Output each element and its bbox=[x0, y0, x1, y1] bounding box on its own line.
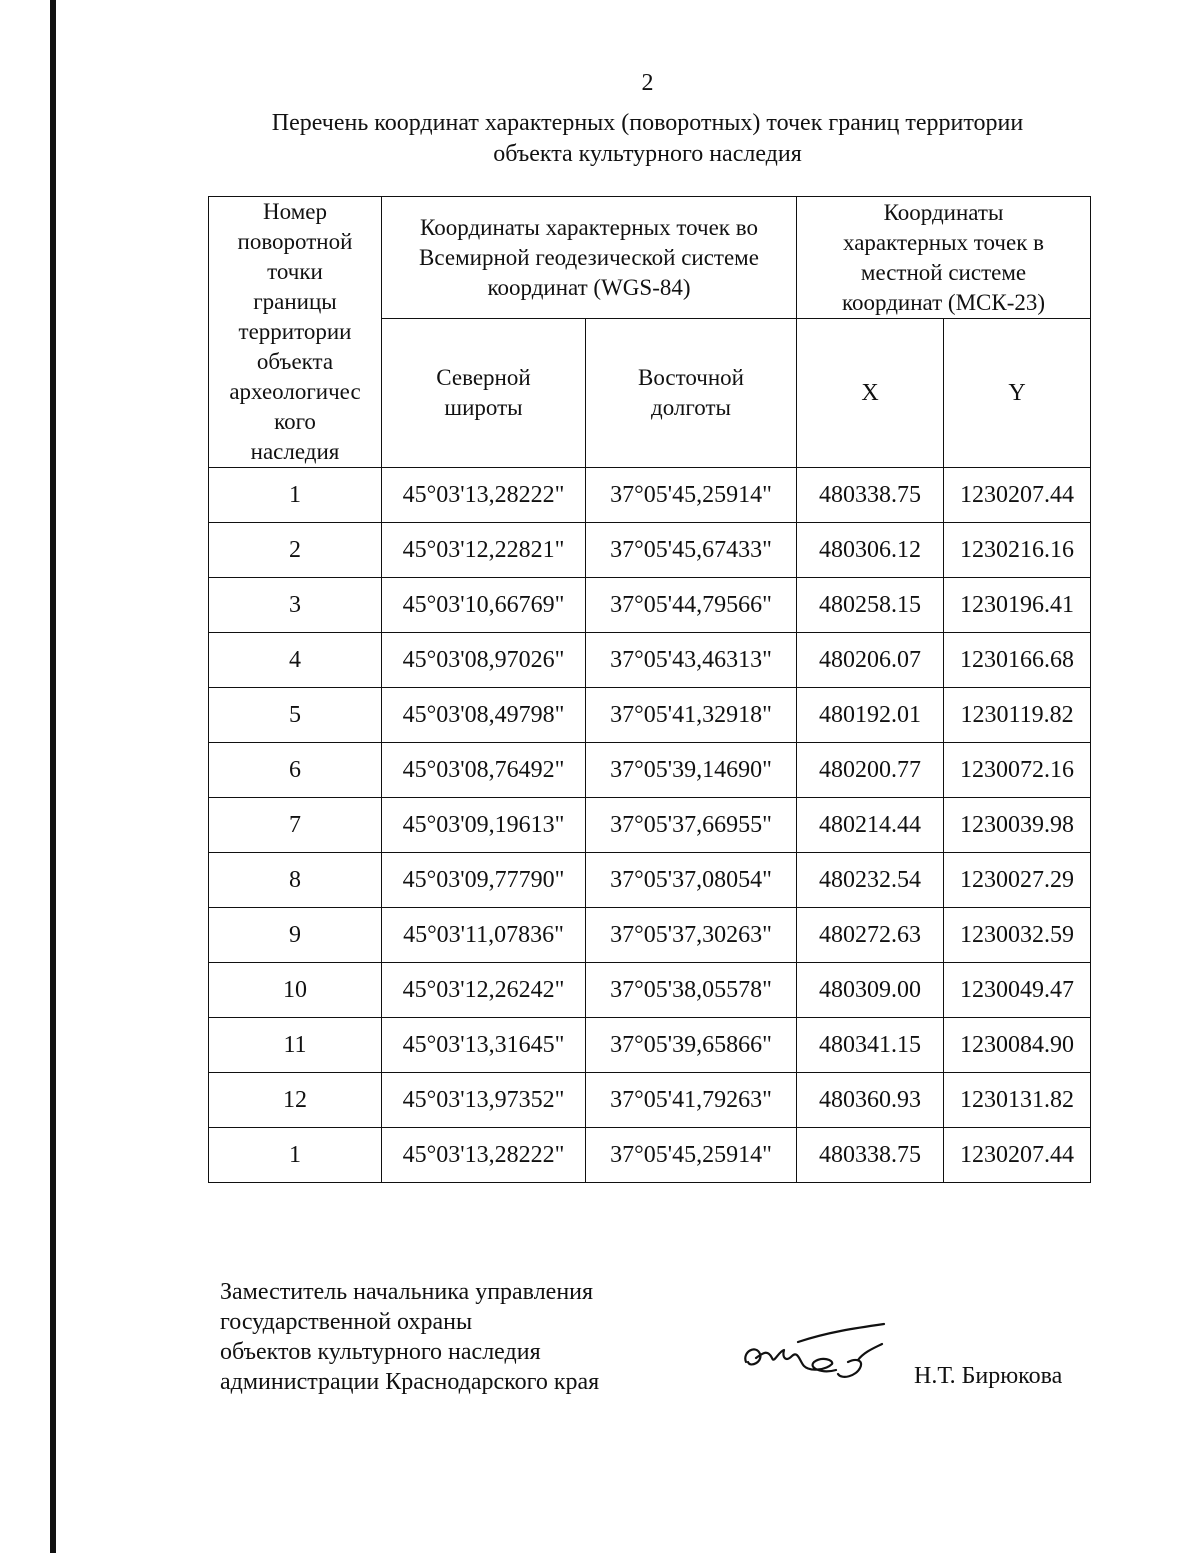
table-body bbox=[209, 197, 1091, 1183]
cell-latitude: 45°03'08,76492" bbox=[382, 743, 586, 798]
signer-name: Н.Т. Бирюкова bbox=[914, 1363, 1063, 1389]
cell-latitude: 45°03'09,77790" bbox=[382, 853, 586, 908]
cell-y: 1230196.41 bbox=[944, 578, 1091, 633]
cell-y: 1230119.82 bbox=[944, 688, 1091, 743]
cell-x: 480258.15 bbox=[797, 578, 944, 633]
cell-x: 480214.44 bbox=[797, 798, 944, 853]
cell-longitude: 37°05'37,08054" bbox=[586, 853, 797, 908]
signer-position bbox=[220, 1277, 599, 1397]
table-row bbox=[209, 1073, 1091, 1128]
cell-point-number: 7 bbox=[209, 798, 382, 853]
table-row bbox=[209, 853, 1091, 908]
table-row bbox=[209, 523, 1091, 578]
cell-longitude: 37°05'37,66955" bbox=[586, 798, 797, 853]
cell-y: 1230032.59 bbox=[944, 908, 1091, 963]
cell-point-number: 11 bbox=[209, 1018, 382, 1073]
header-line: местной системе bbox=[860, 259, 1027, 285]
cell-longitude: 37°05'39,65866" bbox=[586, 1018, 797, 1073]
table-row bbox=[209, 963, 1091, 1018]
table-row bbox=[209, 578, 1091, 633]
cell-point-number: 4 bbox=[209, 633, 382, 688]
cell-longitude: 37°05'39,14690" bbox=[586, 743, 797, 798]
table-row bbox=[209, 798, 1091, 853]
cell-point-number: 1 bbox=[209, 1128, 382, 1183]
table-row bbox=[209, 468, 1091, 523]
header-east-longitude bbox=[586, 319, 797, 468]
header-line: координат (МСК-23) bbox=[841, 289, 1046, 315]
cell-x: 480200.77 bbox=[797, 743, 944, 798]
cell-latitude: 45°03'08,49798" bbox=[382, 688, 586, 743]
header-line: кого bbox=[274, 409, 316, 434]
table-row bbox=[209, 908, 1091, 963]
cell-y: 1230131.82 bbox=[944, 1073, 1091, 1128]
header-point-number bbox=[209, 197, 382, 468]
header-line: точки bbox=[267, 259, 323, 284]
cell-longitude: 37°05'43,46313" bbox=[586, 633, 797, 688]
cell-longitude: 37°05'37,30263" bbox=[586, 908, 797, 963]
cell-x: 480192.01 bbox=[797, 688, 944, 743]
cell-longitude: 37°05'38,05578" bbox=[586, 963, 797, 1018]
cell-point-number: 9 bbox=[209, 908, 382, 963]
cell-longitude: 37°05'45,25914" bbox=[586, 468, 797, 523]
cell-x: 480338.75 bbox=[797, 468, 944, 523]
header-line: территории bbox=[238, 319, 352, 344]
cell-x: 480338.75 bbox=[797, 1128, 944, 1183]
cell-latitude: 45°03'13,28222" bbox=[382, 468, 586, 523]
header-line: Координаты bbox=[883, 199, 1004, 225]
cell-latitude: 45°03'13,97352" bbox=[382, 1073, 586, 1128]
cell-longitude: 37°05'45,67433" bbox=[586, 523, 797, 578]
cell-point-number: 2 bbox=[209, 523, 382, 578]
cell-point-number: 6 bbox=[209, 743, 382, 798]
cell-latitude: 45°03'13,31645" bbox=[382, 1018, 586, 1073]
cell-y: 1230166.68 bbox=[944, 633, 1091, 688]
cell-y: 1230084.90 bbox=[944, 1018, 1091, 1073]
page-left-border bbox=[50, 0, 56, 1553]
cell-y: 1230027.29 bbox=[944, 853, 1091, 908]
cell-point-number: 12 bbox=[209, 1073, 382, 1128]
handwritten-signature bbox=[738, 1322, 888, 1392]
cell-x: 480206.07 bbox=[797, 633, 944, 688]
cell-longitude: 37°05'44,79566" bbox=[586, 578, 797, 633]
cell-y: 1230216.16 bbox=[944, 523, 1091, 578]
cell-point-number: 8 bbox=[209, 853, 382, 908]
cell-y: 1230072.16 bbox=[944, 743, 1091, 798]
cell-latitude: 45°03'10,66769" bbox=[382, 578, 586, 633]
cell-point-number: 5 bbox=[209, 688, 382, 743]
title-line-1: Перечень координат характерных (поворотных) точек границ территории bbox=[271, 110, 1024, 136]
cell-latitude: 45°03'11,07836" bbox=[382, 908, 586, 963]
cell-point-number: 10 bbox=[209, 963, 382, 1018]
header-msk-group bbox=[797, 197, 1091, 319]
table-row bbox=[209, 1128, 1091, 1183]
header-line: Восточной bbox=[638, 365, 744, 391]
header-line: объекта bbox=[256, 349, 334, 374]
signer-position-line: Заместитель начальника управления bbox=[220, 1279, 594, 1305]
cell-latitude: 45°03'12,26242" bbox=[382, 963, 586, 1018]
header-line: Координаты характерных точек во bbox=[420, 214, 758, 240]
table-row bbox=[209, 688, 1091, 743]
cell-x: 480232.54 bbox=[797, 853, 944, 908]
cell-y: 1230207.44 bbox=[944, 1128, 1091, 1183]
coordinates-table bbox=[208, 196, 1091, 1183]
cell-x: 480309.00 bbox=[797, 963, 944, 1018]
page-number: 2 bbox=[641, 70, 654, 96]
document-title bbox=[200, 108, 1095, 170]
table-row bbox=[209, 743, 1091, 798]
title-line-2: объекта культурного наследия bbox=[493, 141, 802, 167]
cell-latitude: 45°03'13,28222" bbox=[382, 1128, 586, 1183]
signer-position-line: объектов культурного наследия bbox=[220, 1339, 541, 1365]
cell-y: 1230207.44 bbox=[944, 468, 1091, 523]
header-line: координат (WGS-84) bbox=[487, 274, 691, 300]
header-line: наследия bbox=[250, 439, 340, 464]
cell-x: 480306.12 bbox=[797, 523, 944, 578]
header-line: Всемирной геодезической системе bbox=[419, 244, 759, 270]
header-line: долготы bbox=[651, 395, 731, 421]
header-north-latitude bbox=[382, 319, 586, 468]
signer-position-line: администрации Краснодарского края bbox=[220, 1369, 600, 1395]
cell-y: 1230039.98 bbox=[944, 798, 1091, 853]
header-line: широты bbox=[444, 395, 523, 421]
header-row-1 bbox=[209, 197, 1091, 319]
header-y: Y bbox=[944, 319, 1091, 468]
cell-latitude: 45°03'12,22821" bbox=[382, 523, 586, 578]
header-line: характерных точек в bbox=[843, 229, 1044, 255]
table-row bbox=[209, 633, 1091, 688]
header-wgs-group bbox=[382, 197, 797, 319]
header-line: Номер bbox=[263, 199, 327, 224]
cell-point-number: 1 bbox=[209, 468, 382, 523]
header-line: Северной bbox=[436, 365, 531, 391]
cell-latitude: 45°03'09,19613" bbox=[382, 798, 586, 853]
cell-point-number: 3 bbox=[209, 578, 382, 633]
cell-longitude: 37°05'45,25914" bbox=[586, 1128, 797, 1183]
header-x: X bbox=[797, 319, 944, 468]
cell-x: 480272.63 bbox=[797, 908, 944, 963]
cell-x: 480360.93 bbox=[797, 1073, 944, 1128]
header-line: границы bbox=[253, 289, 337, 314]
cell-longitude: 37°05'41,79263" bbox=[586, 1073, 797, 1128]
signer-position-line: государственной охраны bbox=[220, 1309, 473, 1335]
cell-y: 1230049.47 bbox=[944, 963, 1091, 1018]
table-row bbox=[209, 1018, 1091, 1073]
cell-latitude: 45°03'08,97026" bbox=[382, 633, 586, 688]
header-line: поворотной bbox=[237, 229, 353, 254]
cell-longitude: 37°05'41,32918" bbox=[586, 688, 797, 743]
cell-x: 480341.15 bbox=[797, 1018, 944, 1073]
header-line: археологичес bbox=[229, 379, 361, 404]
